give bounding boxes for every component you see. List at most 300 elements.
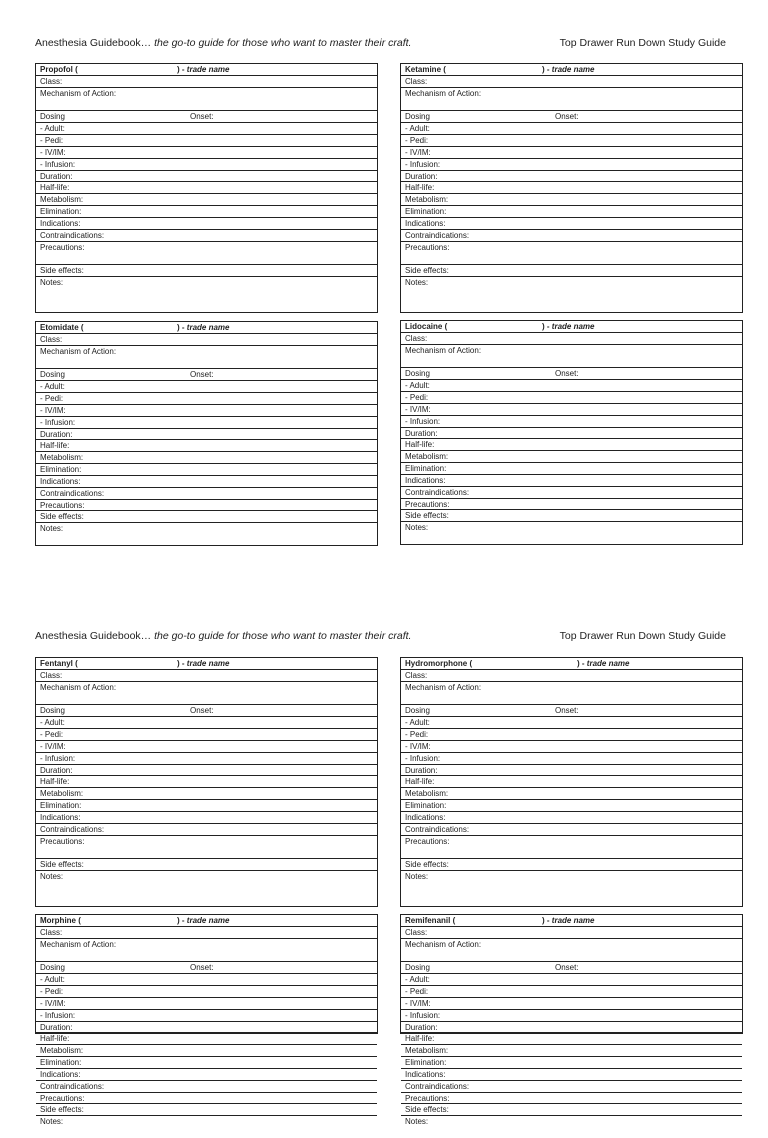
dosing-row xyxy=(401,111,742,123)
moa-row xyxy=(401,88,742,112)
halflife-label: Half-life: xyxy=(405,777,435,787)
class-row xyxy=(36,334,377,346)
adult-row xyxy=(401,974,742,986)
indications-row xyxy=(36,1069,377,1081)
contraindications-row xyxy=(401,487,742,499)
dosing-row xyxy=(36,111,377,123)
page-header-2 xyxy=(35,629,726,643)
precautions-row xyxy=(36,836,377,860)
pedi-label: - Pedi: xyxy=(405,135,429,145)
precautions-row xyxy=(36,500,377,512)
halflife-label: Half-life: xyxy=(40,183,70,193)
notes-label: Notes: xyxy=(40,524,64,534)
notes-row xyxy=(36,277,377,312)
elimination-row xyxy=(401,800,742,812)
moa-row xyxy=(401,682,742,706)
indications-label: Indications: xyxy=(405,812,446,822)
contraindications-row xyxy=(401,230,742,242)
dosing-row xyxy=(401,962,742,974)
trade-name-label xyxy=(542,915,594,926)
moa-row xyxy=(401,345,742,369)
contraindications-label: Contraindications: xyxy=(40,230,105,240)
propofol-title-row xyxy=(36,64,377,76)
pedi-row xyxy=(401,986,742,998)
trade-name-label xyxy=(542,321,594,332)
trade-name-text: trade name xyxy=(551,322,595,331)
drug-name: Lidocaine ( xyxy=(405,322,448,331)
ivim-label: - IV/IM: xyxy=(405,147,431,157)
pedi-row xyxy=(36,393,377,405)
halflife-label: Half-life: xyxy=(40,777,70,787)
side-effects-label: Side effects: xyxy=(40,1105,84,1115)
pedi-label: - Pedi: xyxy=(405,729,429,739)
class-row xyxy=(401,76,742,88)
side-effects-row xyxy=(36,511,377,523)
duration-label: Duration: xyxy=(405,428,438,438)
side-effects-row xyxy=(401,859,742,871)
trade-name-paren: ) - xyxy=(577,659,585,668)
side-effects-label: Side effects: xyxy=(405,266,449,276)
adult-label: - Adult: xyxy=(40,124,65,134)
infusion-row xyxy=(401,159,742,171)
adult-row xyxy=(36,717,377,729)
side-effects-label: Side effects: xyxy=(40,860,84,870)
infusion-label: - Infusion: xyxy=(40,417,76,427)
metabolism-label: Metabolism: xyxy=(405,789,449,799)
halflife-row xyxy=(36,1033,377,1045)
elimination-row xyxy=(36,800,377,812)
metabolism-row xyxy=(36,452,377,464)
contraindications-row xyxy=(401,824,742,836)
indications-row xyxy=(36,476,377,488)
side-effects-label: Side effects: xyxy=(405,1105,449,1115)
drug-name: Fentanyl ( xyxy=(40,659,78,668)
halflife-label: Half-life: xyxy=(40,441,70,451)
class-label: Class: xyxy=(40,76,63,86)
drug-name: Hydromorphone ( xyxy=(405,659,473,668)
duration-row xyxy=(401,765,742,777)
trade-name-text: trade name xyxy=(186,916,230,925)
trade-name-label xyxy=(177,658,229,669)
adult-label: - Adult: xyxy=(405,975,430,985)
contraindications-row xyxy=(36,230,377,242)
metabolism-row xyxy=(401,451,742,463)
precautions-row xyxy=(401,499,742,511)
precautions-row xyxy=(36,242,377,266)
drug-name: Etomidate ( xyxy=(40,323,84,332)
class-label: Class: xyxy=(405,333,428,343)
dosing-label: Dosing xyxy=(405,112,430,122)
ketamine-card xyxy=(400,63,743,313)
duration-label: Duration: xyxy=(405,171,438,181)
trade-name-text: trade name xyxy=(551,916,595,925)
pedi-label: - Pedi: xyxy=(405,392,429,402)
dosing-row xyxy=(36,369,377,381)
metabolism-row xyxy=(36,194,377,206)
pedi-label: - Pedi: xyxy=(405,986,429,996)
dosing-row xyxy=(36,962,377,974)
trade-name-label xyxy=(177,915,229,926)
guidebook-tagline: the go-to guide for those who want to master their craft. xyxy=(154,630,412,642)
side-effects-row xyxy=(36,859,377,871)
elimination-label: Elimination: xyxy=(405,207,447,217)
metabolism-label: Metabolism: xyxy=(40,789,84,799)
precautions-label: Precautions: xyxy=(40,1093,85,1103)
elimination-label: Elimination: xyxy=(40,465,82,475)
contraindications-row xyxy=(36,488,377,500)
infusion-label: - Infusion: xyxy=(405,753,441,763)
metabolism-label: Metabolism: xyxy=(405,195,449,205)
indications-row xyxy=(401,475,742,487)
indications-label: Indications: xyxy=(405,1069,446,1079)
precautions-label: Precautions: xyxy=(405,836,450,846)
notes-label: Notes: xyxy=(405,523,429,533)
contraindications-label: Contraindications: xyxy=(40,1081,105,1091)
drug-name: Propofol ( xyxy=(40,65,78,74)
ivim-row xyxy=(36,405,377,417)
adult-row xyxy=(36,123,377,135)
notes-row xyxy=(401,1116,742,1138)
notes-row xyxy=(401,277,742,312)
duration-row xyxy=(36,765,377,777)
pedi-label: - Pedi: xyxy=(40,986,64,996)
indications-label: Indications: xyxy=(405,218,446,228)
onset-label: Onset: xyxy=(555,112,579,122)
dosing-label: Dosing xyxy=(40,112,65,122)
infusion-row xyxy=(401,1010,742,1022)
dosing-label: Dosing xyxy=(40,706,65,716)
halflife-row xyxy=(401,776,742,788)
notes-label: Notes: xyxy=(405,872,429,881)
precautions-row xyxy=(401,836,742,860)
adult-label: - Adult: xyxy=(405,718,430,728)
elimination-label: Elimination: xyxy=(40,1058,82,1068)
class-row xyxy=(36,927,377,939)
adult-label: - Adult: xyxy=(405,381,430,391)
metabolism-label: Metabolism: xyxy=(405,452,449,462)
adult-label: - Adult: xyxy=(40,718,65,728)
elimination-row xyxy=(401,1057,742,1069)
halflife-label: Half-life: xyxy=(405,440,435,450)
precautions-row xyxy=(36,1093,377,1105)
dosing-row xyxy=(401,705,742,717)
ivim-label: - IV/IM: xyxy=(40,147,66,157)
etomidate-card xyxy=(35,321,378,546)
moa-label: Mechanism of Action: xyxy=(405,939,482,949)
notes-row xyxy=(401,871,742,906)
side-effects-label: Side effects: xyxy=(405,511,449,521)
trade-name-text: trade name xyxy=(186,659,230,668)
precautions-label: Precautions: xyxy=(40,500,85,510)
metabolism-label: Metabolism: xyxy=(40,195,84,205)
guidebook-title: Anesthesia Guidebook… xyxy=(35,37,152,49)
pedi-row xyxy=(36,135,377,147)
contraindications-row xyxy=(36,1081,377,1093)
elimination-label: Elimination: xyxy=(405,464,447,474)
duration-label: Duration: xyxy=(405,765,438,775)
precautions-label: Precautions: xyxy=(40,836,85,846)
remifentanil-card xyxy=(400,914,743,1127)
notes-row xyxy=(401,522,742,544)
onset-label: Onset: xyxy=(190,963,214,973)
pedi-row xyxy=(401,135,742,147)
precautions-row xyxy=(401,1093,742,1105)
dosing-label: Dosing xyxy=(40,963,65,973)
duration-row xyxy=(36,171,377,183)
indications-row xyxy=(36,812,377,824)
ivim-label: - IV/IM: xyxy=(405,741,431,751)
halflife-row xyxy=(401,1033,742,1045)
ivim-row xyxy=(36,741,377,753)
propofol-card xyxy=(35,63,378,313)
duration-label: Duration: xyxy=(40,429,73,439)
pedi-row xyxy=(36,729,377,741)
metabolism-label: Metabolism: xyxy=(40,1046,84,1056)
fentanyl-card xyxy=(35,657,378,907)
pedi-row xyxy=(36,986,377,998)
ivim-label: - IV/IM: xyxy=(405,404,431,414)
contraindications-label: Contraindications: xyxy=(405,1081,470,1091)
moa-label: Mechanism of Action: xyxy=(405,345,482,355)
halflife-label: Half-life: xyxy=(405,1034,435,1044)
notes-label: Notes: xyxy=(405,278,429,287)
indications-label: Indications: xyxy=(40,476,81,486)
halflife-row xyxy=(401,182,742,194)
infusion-label: - Infusion: xyxy=(405,416,441,426)
moa-label: Mechanism of Action: xyxy=(40,682,117,692)
duration-row xyxy=(36,1022,377,1034)
metabolism-label: Metabolism: xyxy=(40,453,84,463)
ivim-label: - IV/IM: xyxy=(40,741,66,751)
onset-label: Onset: xyxy=(555,963,579,973)
adult-row xyxy=(401,717,742,729)
side-effects-row xyxy=(401,265,742,277)
trade-name-label xyxy=(577,658,629,669)
ivim-label: - IV/IM: xyxy=(40,405,66,415)
moa-row xyxy=(36,682,377,706)
trade-name-paren: ) - xyxy=(542,322,550,331)
ivim-row xyxy=(401,741,742,753)
elimination-row xyxy=(36,464,377,476)
infusion-row xyxy=(36,159,377,171)
class-label: Class: xyxy=(40,334,63,344)
metabolism-row xyxy=(36,788,377,800)
indications-label: Indications: xyxy=(405,475,446,485)
ivim-label: - IV/IM: xyxy=(405,998,431,1008)
adult-label: - Adult: xyxy=(40,975,65,985)
halflife-label: Half-life: xyxy=(40,1034,70,1044)
indications-label: Indications: xyxy=(40,812,81,822)
precautions-label: Precautions: xyxy=(40,242,85,252)
adult-row xyxy=(401,380,742,392)
halflife-row xyxy=(36,182,377,194)
indications-row xyxy=(401,812,742,824)
notes-row xyxy=(36,523,377,545)
moa-row xyxy=(36,939,377,963)
elimination-label: Elimination: xyxy=(405,1058,447,1068)
contraindications-label: Contraindications: xyxy=(405,824,470,834)
trade-name-paren: ) - xyxy=(542,916,550,925)
trade-name-text: trade name xyxy=(186,65,230,74)
moa-label: Mechanism of Action: xyxy=(40,939,117,949)
trade-name-paren: ) - xyxy=(542,65,550,74)
class-label: Class: xyxy=(40,927,63,937)
drug-name: Remifenanil ( xyxy=(405,916,456,925)
onset-label: Onset: xyxy=(555,369,579,379)
hydromorphone-card xyxy=(400,657,743,907)
contraindications-label: Contraindications: xyxy=(40,488,105,498)
indications-label: Indications: xyxy=(40,218,81,228)
precautions-row xyxy=(401,242,742,266)
duration-row xyxy=(401,171,742,183)
elimination-row xyxy=(401,463,742,475)
metabolism-row xyxy=(36,1045,377,1057)
side-effects-row xyxy=(401,1104,742,1116)
pedi-label: - Pedi: xyxy=(40,393,64,403)
halflife-row xyxy=(36,440,377,452)
metabolism-label: Metabolism: xyxy=(405,1046,449,1056)
infusion-label: - Infusion: xyxy=(40,159,76,169)
elimination-row xyxy=(36,206,377,218)
fentanyl-title-row xyxy=(36,658,377,670)
ivim-row xyxy=(36,147,377,159)
side-effects-row xyxy=(36,1104,377,1116)
infusion-row xyxy=(36,753,377,765)
infusion-row xyxy=(401,753,742,765)
side-effects-label: Side effects: xyxy=(40,266,84,276)
notes-label: Notes: xyxy=(40,1117,64,1127)
notes-label: Notes: xyxy=(40,278,64,287)
side-effects-label: Side effects: xyxy=(40,512,84,522)
side-effects-row xyxy=(36,265,377,277)
study-guide-title: Top Drawer Run Down Study Guide xyxy=(559,630,726,642)
contraindications-row xyxy=(36,824,377,836)
hydromorphone-title-row xyxy=(401,658,742,670)
onset-label: Onset: xyxy=(555,706,579,716)
elimination-label: Elimination: xyxy=(40,207,82,217)
class-label: Class: xyxy=(405,76,428,86)
precautions-label: Precautions: xyxy=(405,1093,450,1103)
dosing-row xyxy=(36,705,377,717)
infusion-label: - Infusion: xyxy=(405,1010,441,1020)
trade-name-paren: ) - xyxy=(177,916,185,925)
moa-row xyxy=(401,939,742,963)
contraindications-row xyxy=(401,1081,742,1093)
moa-label: Mechanism of Action: xyxy=(40,346,117,356)
notes-label: Notes: xyxy=(40,872,64,881)
infusion-row xyxy=(36,417,377,429)
trade-name-paren: ) - xyxy=(177,323,185,332)
indications-row xyxy=(401,1069,742,1081)
class-label: Class: xyxy=(40,670,63,680)
dosing-label: Dosing xyxy=(405,963,430,973)
moa-label: Mechanism of Action: xyxy=(405,88,482,98)
dosing-label: Dosing xyxy=(405,706,430,716)
duration-row xyxy=(401,428,742,440)
dosing-row xyxy=(401,368,742,380)
halflife-label: Half-life: xyxy=(405,183,435,193)
class-label: Class: xyxy=(405,670,428,680)
trade-name-label xyxy=(177,64,229,75)
etomidate-title-row xyxy=(36,322,377,334)
metabolism-row xyxy=(401,194,742,206)
ivim-row xyxy=(36,998,377,1010)
moa-row xyxy=(36,346,377,370)
pedi-label: - Pedi: xyxy=(40,729,64,739)
trade-name-label xyxy=(177,322,229,333)
trade-name-paren: ) - xyxy=(177,65,185,74)
halflife-row xyxy=(401,439,742,451)
ivim-row xyxy=(401,998,742,1010)
class-row xyxy=(36,76,377,88)
duration-label: Duration: xyxy=(40,1022,73,1032)
guidebook-tagline: the go-to guide for those who want to master their craft. xyxy=(154,37,412,49)
study-guide-title: Top Drawer Run Down Study Guide xyxy=(559,37,726,49)
precautions-label: Precautions: xyxy=(405,242,450,252)
morphine-card xyxy=(35,914,378,1127)
precautions-label: Precautions: xyxy=(405,499,450,509)
contraindications-label: Contraindications: xyxy=(40,824,105,834)
adult-label: - Adult: xyxy=(40,382,65,392)
adult-row xyxy=(36,974,377,986)
notes-row xyxy=(36,871,377,906)
pedi-label: - Pedi: xyxy=(40,135,64,145)
moa-label: Mechanism of Action: xyxy=(40,88,117,98)
ivim-row xyxy=(401,404,742,416)
duration-label: Duration: xyxy=(40,765,73,775)
trade-name-paren: ) - xyxy=(177,659,185,668)
drug-name: Morphine ( xyxy=(40,916,81,925)
dosing-label: Dosing xyxy=(405,369,430,379)
onset-label: Onset: xyxy=(190,112,214,122)
adult-row xyxy=(36,381,377,393)
side-effects-label: Side effects: xyxy=(405,860,449,870)
class-label: Class: xyxy=(405,927,428,937)
trade-name-label xyxy=(542,64,594,75)
contraindications-label: Contraindications: xyxy=(405,230,470,240)
ivim-row xyxy=(401,147,742,159)
lidocaine-title-row xyxy=(401,321,742,333)
halflife-row xyxy=(36,776,377,788)
indications-label: Indications: xyxy=(40,1069,81,1079)
moa-row xyxy=(36,88,377,112)
notes-label: Notes: xyxy=(405,1117,429,1127)
infusion-label: - Infusion: xyxy=(40,1010,76,1020)
infusion-row xyxy=(36,1010,377,1022)
elimination-row xyxy=(401,206,742,218)
pedi-row xyxy=(401,392,742,404)
metabolism-row xyxy=(401,788,742,800)
duration-row xyxy=(36,429,377,441)
contraindications-label: Contraindications: xyxy=(405,487,470,497)
trade-name-text: trade name xyxy=(551,65,595,74)
adult-row xyxy=(401,123,742,135)
elimination-label: Elimination: xyxy=(405,801,447,811)
pedi-row xyxy=(401,729,742,741)
infusion-label: - Infusion: xyxy=(40,753,76,763)
duration-row xyxy=(401,1022,742,1034)
elimination-label: Elimination: xyxy=(40,801,82,811)
onset-label: Onset: xyxy=(190,706,214,716)
indications-row xyxy=(401,218,742,230)
guidebook-title: Anesthesia Guidebook… xyxy=(35,630,152,642)
onset-label: Onset: xyxy=(190,370,214,380)
adult-label: - Adult: xyxy=(405,124,430,134)
infusion-label: - Infusion: xyxy=(405,159,441,169)
class-row xyxy=(401,927,742,939)
page-header-1 xyxy=(35,36,726,50)
metabolism-row xyxy=(401,1045,742,1057)
